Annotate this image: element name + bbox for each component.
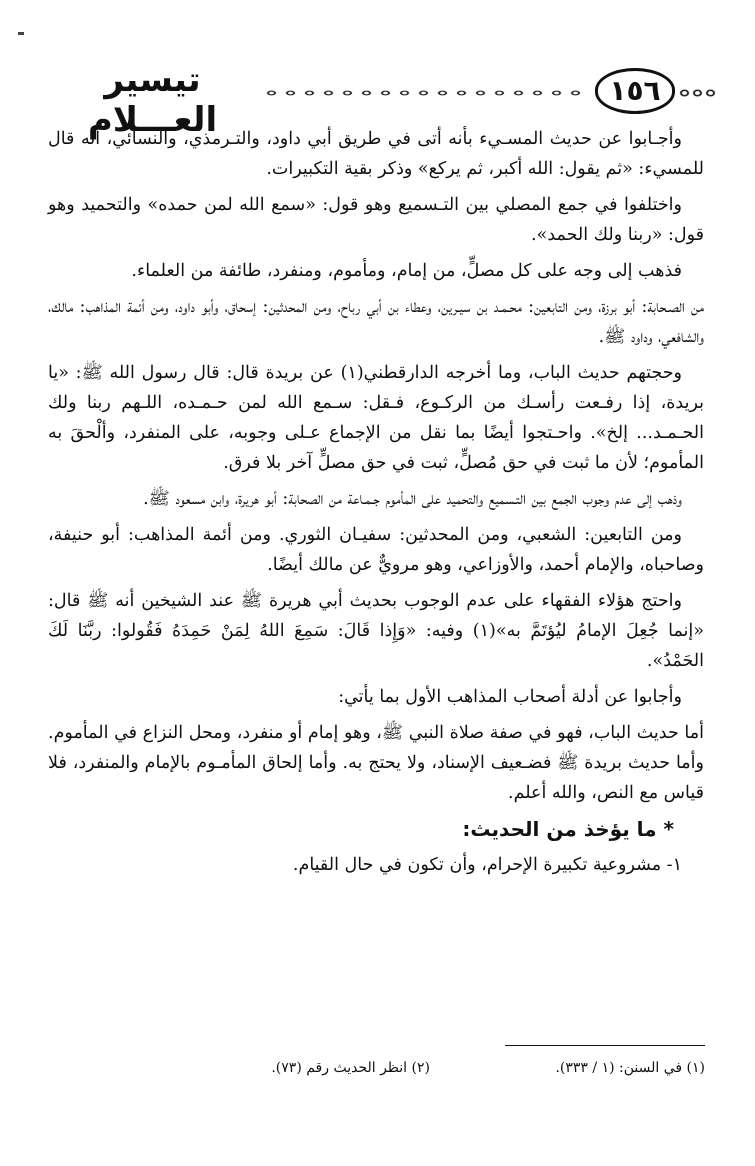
- header-ornament: [262, 88, 584, 98]
- paragraph: وأجابوا عن أدلة أصحاب المذاهب الأول بما يأتي:: [338, 687, 682, 707]
- paragraph: أما حديث الباب، فهو في صفة صلاة النبي ﷺ، وهو إمام أو منفرد، ومحل النزاع في المأموم. وأما حديث بريدة ﷺ فضـعيف الإسناد، ولا يحتج به. وأما إلحاق المأمـوم بالإمام والمنفرد، فلا قياس مع النص، والله أعلم.: [48, 723, 704, 803]
- footnote-divider: [505, 1045, 705, 1046]
- paragraph: وأجـابوا عن حديث المسـيء بأنه أتى في طريق أبي داود، والتـرمذي، والنسائي، أنه قال للمسيء: «ثم يقول: الله أكبر، ثم يركع» وذكر بقية التكبيرات.: [48, 129, 704, 179]
- page-body: [48, 124, 704, 886]
- paragraph: واختلفوا في جمع المصلي بين التـسميع وهو قول: «سمع الله لمن حمده» والتحميد وهو قول: «ربنا ولك الحمد».: [48, 195, 704, 245]
- footnote-2: (٢) انظر الحديث رقم (٧٣).: [271, 1060, 430, 1076]
- paragraph: وحجتهم حديث الباب، وما أخرجه الدارقطني(١) عن بريدة قال: قال رسول الله ﷺ: «يا بريدة، إذا رفـعت رأسـك من الركـوع، فـقل: سـمع الله لمن حـمـده، اللـهم ربنا ولك الحـمـد... إلخ». واحـتجوا أيضًا بما نقل من الإجماع عـلى وجوبه، على المنفرد، وألْحقَ به المأموم؛ لأن ما ثبت في حق مُصلٍّ، ثبت في حق مصلٍّ آخر بلا فرق.: [48, 363, 704, 473]
- footnote-1: (١) في السنن: (١ / ٣٣٣).: [555, 1060, 705, 1076]
- header-ornament-small: [678, 88, 718, 98]
- book-title: تيسير العـــلام: [87, 60, 218, 140]
- paragraph: من الصـحابة: أبو برزة، ومن التابعين: محـمـد بن سيـرين، وعطاء بن أبي رباح، ومن المحدثين: إسحاق، وأبو داود، ومن أئمة المذاهب: مالك، والشافعي، وداود ﷺ.: [48, 297, 704, 347]
- page-number: ١٥٦: [595, 68, 675, 114]
- paragraph: ومن التابعين: الشعبي، ومن المحدثين: سفيـان الثوري. ومن أئمة المذاهب: أبو حنيفة، وصاحباه، والإمام أحمد، والأوزاعي، وهو مرويٌّ عن مالك أيضًا.: [48, 525, 704, 575]
- paragraph: وذهب إلى عدم وجوب الجمع بين التـسميع والتحميد على المأموم جـمـاعة من الصحابة: أبو هريرة، وابن مسعود ﷺ.: [143, 489, 682, 509]
- paragraph: فذهب إلى وجه على كل مصلٍّ، من إمام، ومأموم، ومنفرد، طائفة من العلماء.: [131, 261, 682, 281]
- margin-mark: [18, 32, 24, 35]
- section-heading: * ما يؤخذ من الحديث:: [462, 817, 674, 841]
- page-header: [0, 58, 755, 140]
- paragraph: واحتج هؤلاء الفقهاء على عدم الوجوب بحديث أبي هريرة ﷺ عند الشيخين أنه ﷺ قال: «إنما جُعِلَ الإمامُ ليُؤتَمَّ به»(١) وفيه: «وَإِذا قَالَ: سَمِعَ اللهُ لِمَنْ حَمِدَهُ فَقُولوا: ربَّنَا لَكَ الحَمْدُ».: [48, 591, 704, 671]
- list-item: ١- مشروعية تكبيرة الإحرام، وأن تكون في حال القيام.: [292, 855, 682, 875]
